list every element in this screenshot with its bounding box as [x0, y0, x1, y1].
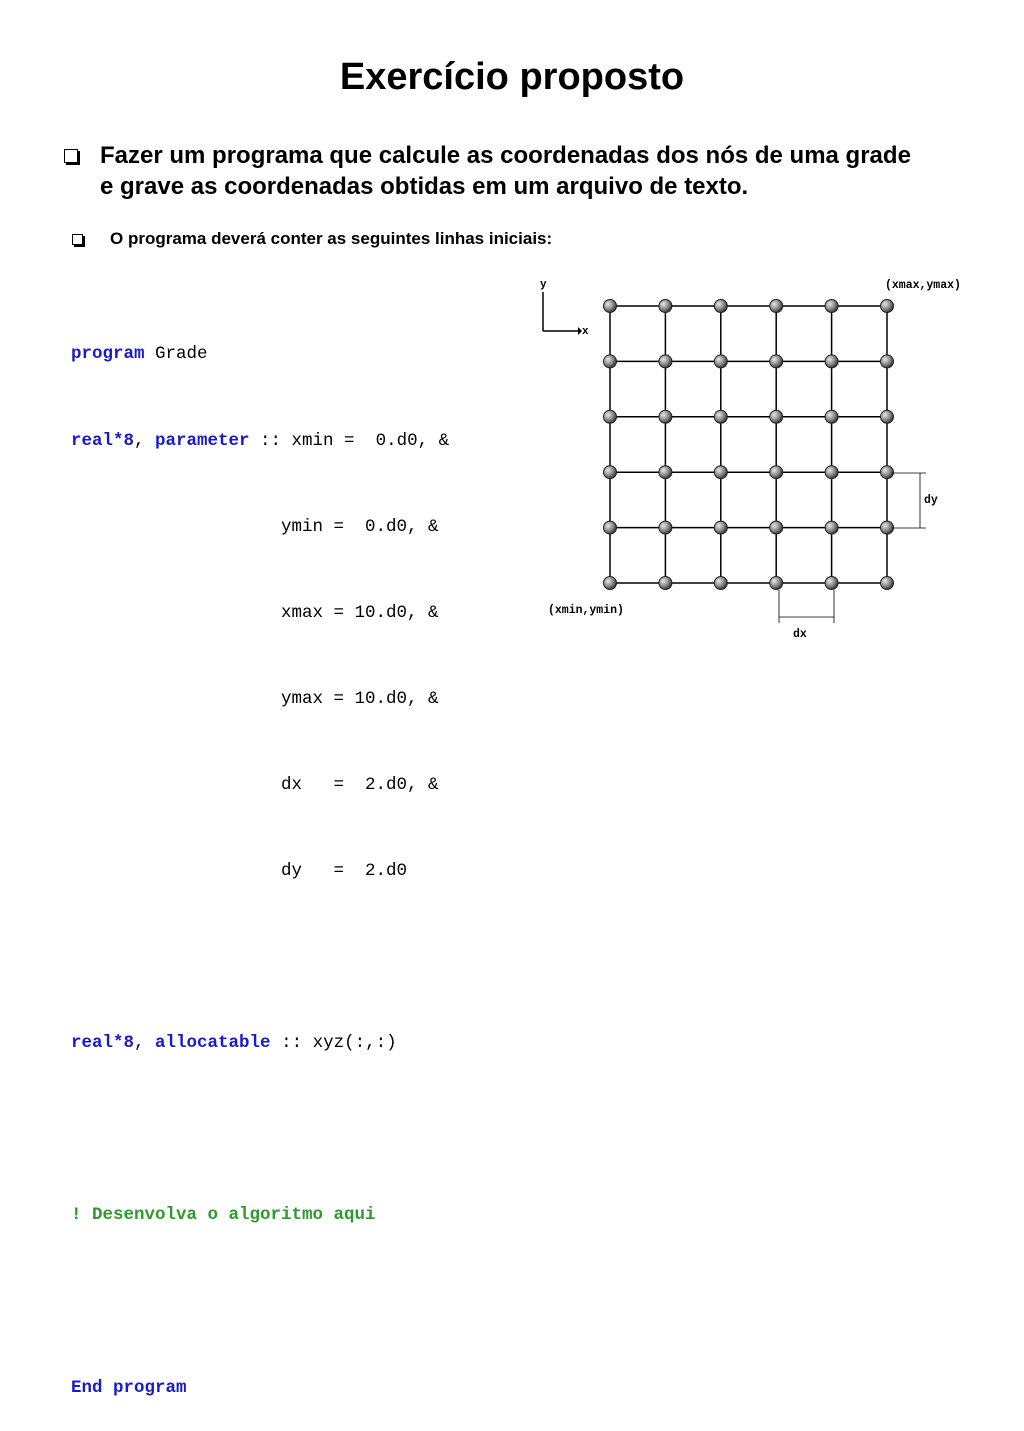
checkbox-bullet-icon-small	[72, 234, 83, 245]
grid-node	[659, 300, 672, 313]
grid-node	[825, 521, 838, 534]
grid-node	[770, 355, 783, 368]
code-line-1: program Grade	[71, 344, 208, 365]
code-line-4: xmax = 10.d0, &	[71, 602, 439, 623]
grid-node	[825, 410, 838, 423]
grid-lines	[610, 306, 887, 583]
corner-max-label: (xmax,ymax)	[885, 279, 961, 292]
grid-node	[881, 300, 894, 313]
grid-node	[881, 521, 894, 534]
grid-node	[659, 466, 672, 479]
grid-node	[825, 577, 838, 590]
grid-node	[770, 410, 783, 423]
slide-title: Exercício proposto	[339, 56, 685, 98]
grid-node	[881, 355, 894, 368]
dy-label: dy	[924, 494, 938, 507]
grid-node	[604, 410, 617, 423]
grid-node	[604, 355, 617, 368]
grid-node	[825, 355, 838, 368]
grid-node	[659, 577, 672, 590]
code-line-7: dy = 2.d0	[71, 860, 408, 881]
code-line-5: ymax = 10.d0, &	[71, 688, 439, 709]
code-line-2: real*8, parameter :: xmin = 0.d0, &	[71, 430, 450, 451]
grid-node	[714, 410, 727, 423]
code-line-3: ymin = 0.d0, &	[71, 516, 439, 537]
grid-node	[659, 355, 672, 368]
code-line-11: ! Desenvolva o algoritmo aqui	[71, 1205, 376, 1226]
grid-node	[770, 466, 783, 479]
grid-node	[714, 466, 727, 479]
grid-node	[659, 410, 672, 423]
grid-node	[770, 521, 783, 534]
code-line-blank-2	[71, 1115, 449, 1144]
code-line-blank-3	[71, 1287, 449, 1316]
grid-node	[604, 521, 617, 534]
fortran-code-block	[71, 283, 449, 1431]
grid-node	[714, 577, 727, 590]
axis-y-label: y	[540, 279, 547, 291]
grid-node	[659, 521, 672, 534]
grid-node	[825, 466, 838, 479]
grid-nodes	[604, 300, 894, 590]
grid-node	[770, 577, 783, 590]
grid-node	[714, 521, 727, 534]
grid-node	[604, 466, 617, 479]
grid-node	[881, 466, 894, 479]
axis-x-label: x	[582, 326, 589, 338]
grid-node	[770, 300, 783, 313]
code-line-6: dx = 2.d0, &	[71, 774, 439, 795]
grid-node	[604, 300, 617, 313]
corner-min-label: (xmin,ymin)	[548, 604, 624, 617]
checkbox-bullet-icon	[64, 149, 78, 163]
bullet-text-secondary: O programa deverá conter as seguintes linhas iniciais:	[110, 229, 553, 248]
dx-label: dx	[793, 628, 807, 641]
code-line-13: End program	[71, 1377, 187, 1398]
code-line-blank-1	[71, 943, 449, 972]
bullet-text-main: Fazer um programa que calcule as coordenadas dos nós de uma grade e grave as coordenadas obtidas em um arquivo de texto.	[100, 142, 911, 200]
grid-diagram	[530, 270, 990, 650]
grid-node	[714, 300, 727, 313]
grid-node	[714, 355, 727, 368]
code-line-9: real*8, allocatable :: xyz(:,:)	[71, 1033, 397, 1054]
grid-node	[825, 300, 838, 313]
grid-node	[604, 577, 617, 590]
grid-node	[881, 410, 894, 423]
grid-node	[881, 577, 894, 590]
